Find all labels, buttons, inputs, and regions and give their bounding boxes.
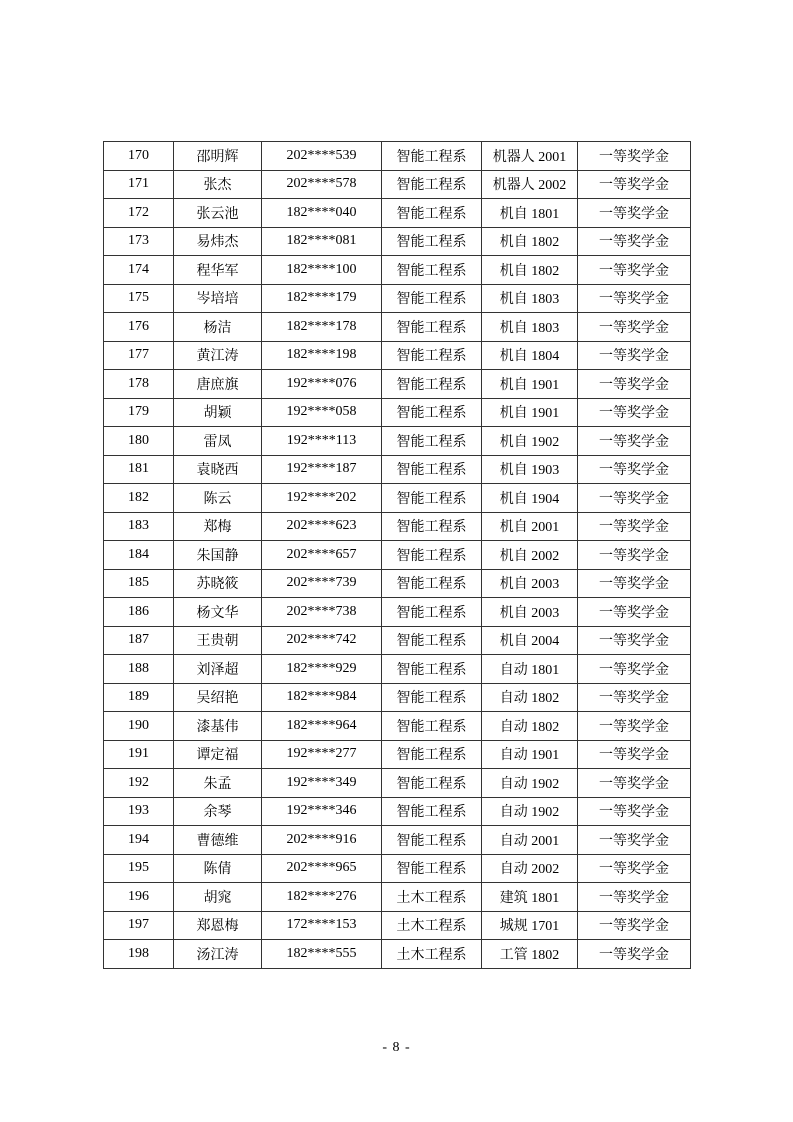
cell-index: 192 xyxy=(104,769,174,798)
cell-student-id: 182****929 xyxy=(262,655,382,684)
cell-name: 刘泽超 xyxy=(174,655,262,684)
table-row xyxy=(104,455,691,484)
cell-class: 建筑 1801 xyxy=(482,883,578,912)
cell-department: 智能工程系 xyxy=(382,427,482,456)
cell-student-id: 202****916 xyxy=(262,826,382,855)
cell-index: 194 xyxy=(104,826,174,855)
table-row xyxy=(104,712,691,741)
cell-student-id: 182****100 xyxy=(262,256,382,285)
table-row xyxy=(104,769,691,798)
cell-class: 机自 1802 xyxy=(482,227,578,256)
cell-department: 智能工程系 xyxy=(382,284,482,313)
cell-award: 一等奖学金 xyxy=(578,712,691,741)
table-row xyxy=(104,142,691,171)
cell-student-id: 202****965 xyxy=(262,854,382,883)
cell-department: 智能工程系 xyxy=(382,227,482,256)
cell-award: 一等奖学金 xyxy=(578,854,691,883)
cell-name: 黄江涛 xyxy=(174,341,262,370)
cell-class: 自动 1902 xyxy=(482,797,578,826)
cell-department: 智能工程系 xyxy=(382,626,482,655)
cell-name: 郑恩梅 xyxy=(174,911,262,940)
cell-index: 193 xyxy=(104,797,174,826)
cell-award: 一等奖学金 xyxy=(578,256,691,285)
cell-department: 智能工程系 xyxy=(382,826,482,855)
cell-index: 195 xyxy=(104,854,174,883)
cell-student-id: 182****198 xyxy=(262,341,382,370)
cell-award: 一等奖学金 xyxy=(578,541,691,570)
cell-department: 智能工程系 xyxy=(382,598,482,627)
cell-name: 程华军 xyxy=(174,256,262,285)
cell-student-id: 182****276 xyxy=(262,883,382,912)
cell-department: 智能工程系 xyxy=(382,484,482,513)
cell-award: 一等奖学金 xyxy=(578,598,691,627)
cell-class: 机自 1802 xyxy=(482,256,578,285)
cell-index: 189 xyxy=(104,683,174,712)
cell-name: 胡颖 xyxy=(174,398,262,427)
cell-class: 机器人 2001 xyxy=(482,142,578,171)
cell-department: 智能工程系 xyxy=(382,370,482,399)
cell-index: 178 xyxy=(104,370,174,399)
cell-class: 自动 1802 xyxy=(482,683,578,712)
cell-student-id: 182****964 xyxy=(262,712,382,741)
cell-class: 机自 1803 xyxy=(482,284,578,313)
cell-student-id: 202****739 xyxy=(262,569,382,598)
cell-award: 一等奖学金 xyxy=(578,826,691,855)
table-row xyxy=(104,911,691,940)
cell-index: 179 xyxy=(104,398,174,427)
table-row xyxy=(104,740,691,769)
cell-award: 一等奖学金 xyxy=(578,313,691,342)
cell-student-id: 202****623 xyxy=(262,512,382,541)
cell-student-id: 192****202 xyxy=(262,484,382,513)
cell-index: 185 xyxy=(104,569,174,598)
cell-award: 一等奖学金 xyxy=(578,655,691,684)
cell-class: 机自 1901 xyxy=(482,398,578,427)
cell-award: 一等奖学金 xyxy=(578,797,691,826)
cell-student-id: 202****657 xyxy=(262,541,382,570)
table-row xyxy=(104,199,691,228)
cell-index: 186 xyxy=(104,598,174,627)
cell-award: 一等奖学金 xyxy=(578,341,691,370)
cell-index: 188 xyxy=(104,655,174,684)
table-row xyxy=(104,484,691,513)
cell-department: 智能工程系 xyxy=(382,199,482,228)
table-row xyxy=(104,826,691,855)
cell-index: 198 xyxy=(104,940,174,969)
cell-name: 余琴 xyxy=(174,797,262,826)
cell-department: 智能工程系 xyxy=(382,569,482,598)
cell-student-id: 192****277 xyxy=(262,740,382,769)
cell-award: 一等奖学金 xyxy=(578,683,691,712)
cell-department: 智能工程系 xyxy=(382,313,482,342)
cell-department: 土木工程系 xyxy=(382,883,482,912)
table-row xyxy=(104,512,691,541)
cell-department: 智能工程系 xyxy=(382,683,482,712)
table-row xyxy=(104,170,691,199)
cell-index: 174 xyxy=(104,256,174,285)
cell-name: 岑培培 xyxy=(174,284,262,313)
cell-award: 一等奖学金 xyxy=(578,227,691,256)
cell-index: 172 xyxy=(104,199,174,228)
cell-name: 杨文华 xyxy=(174,598,262,627)
cell-award: 一等奖学金 xyxy=(578,170,691,199)
cell-name: 汤江涛 xyxy=(174,940,262,969)
cell-student-id: 192****076 xyxy=(262,370,382,399)
cell-class: 工管 1802 xyxy=(482,940,578,969)
cell-award: 一等奖学金 xyxy=(578,484,691,513)
cell-award: 一等奖学金 xyxy=(578,740,691,769)
cell-class: 自动 2001 xyxy=(482,826,578,855)
table-row xyxy=(104,626,691,655)
cell-department: 智能工程系 xyxy=(382,341,482,370)
cell-index: 173 xyxy=(104,227,174,256)
cell-index: 171 xyxy=(104,170,174,199)
table-row xyxy=(104,256,691,285)
page-number: - 8 - xyxy=(382,1040,411,1055)
cell-class: 自动 1902 xyxy=(482,769,578,798)
cell-student-id: 182****178 xyxy=(262,313,382,342)
cell-student-id: 192****113 xyxy=(262,427,382,456)
cell-name: 苏晓筱 xyxy=(174,569,262,598)
cell-student-id: 192****349 xyxy=(262,769,382,798)
cell-department: 土木工程系 xyxy=(382,911,482,940)
cell-name: 陈倩 xyxy=(174,854,262,883)
cell-student-id: 202****738 xyxy=(262,598,382,627)
cell-name: 王贵朝 xyxy=(174,626,262,655)
table-row xyxy=(104,541,691,570)
cell-department: 智能工程系 xyxy=(382,170,482,199)
cell-department: 智能工程系 xyxy=(382,455,482,484)
cell-department: 智能工程系 xyxy=(382,655,482,684)
cell-name: 谭定福 xyxy=(174,740,262,769)
cell-department: 智能工程系 xyxy=(382,398,482,427)
cell-name: 漆基伟 xyxy=(174,712,262,741)
cell-student-id: 182****555 xyxy=(262,940,382,969)
table-body xyxy=(104,142,691,969)
cell-student-id: 202****539 xyxy=(262,142,382,171)
cell-class: 机自 1902 xyxy=(482,427,578,456)
cell-name: 雷凤 xyxy=(174,427,262,456)
table-row xyxy=(104,797,691,826)
cell-class: 机自 1903 xyxy=(482,455,578,484)
cell-department: 智能工程系 xyxy=(382,256,482,285)
cell-index: 183 xyxy=(104,512,174,541)
cell-award: 一等奖学金 xyxy=(578,626,691,655)
cell-name: 朱孟 xyxy=(174,769,262,798)
cell-student-id: 202****742 xyxy=(262,626,382,655)
cell-index: 175 xyxy=(104,284,174,313)
table-row xyxy=(104,427,691,456)
cell-award: 一等奖学金 xyxy=(578,569,691,598)
scholarship-table xyxy=(103,141,691,969)
table-row xyxy=(104,854,691,883)
cell-name: 陈云 xyxy=(174,484,262,513)
cell-name: 杨洁 xyxy=(174,313,262,342)
cell-class: 机自 1804 xyxy=(482,341,578,370)
table-row xyxy=(104,655,691,684)
cell-name: 吴绍艳 xyxy=(174,683,262,712)
cell-class: 机自 2003 xyxy=(482,569,578,598)
cell-name: 曹德维 xyxy=(174,826,262,855)
table-row xyxy=(104,370,691,399)
cell-index: 182 xyxy=(104,484,174,513)
cell-name: 唐庶旗 xyxy=(174,370,262,399)
cell-award: 一等奖学金 xyxy=(578,199,691,228)
table-row xyxy=(104,683,691,712)
cell-index: 170 xyxy=(104,142,174,171)
table-row xyxy=(104,341,691,370)
cell-name: 郑梅 xyxy=(174,512,262,541)
table-row xyxy=(104,284,691,313)
cell-index: 196 xyxy=(104,883,174,912)
cell-department: 智能工程系 xyxy=(382,512,482,541)
cell-student-id: 182****040 xyxy=(262,199,382,228)
cell-student-id: 182****984 xyxy=(262,683,382,712)
cell-department: 智能工程系 xyxy=(382,142,482,171)
table-row xyxy=(104,598,691,627)
cell-award: 一等奖学金 xyxy=(578,512,691,541)
cell-award: 一等奖学金 xyxy=(578,455,691,484)
cell-student-id: 182****179 xyxy=(262,284,382,313)
cell-class: 机自 2003 xyxy=(482,598,578,627)
cell-name: 易炜杰 xyxy=(174,227,262,256)
cell-class: 自动 1801 xyxy=(482,655,578,684)
cell-award: 一等奖学金 xyxy=(578,370,691,399)
cell-award: 一等奖学金 xyxy=(578,940,691,969)
cell-student-id: 192****346 xyxy=(262,797,382,826)
cell-student-id: 192****187 xyxy=(262,455,382,484)
cell-class: 自动 1901 xyxy=(482,740,578,769)
table-row xyxy=(104,313,691,342)
cell-department: 智能工程系 xyxy=(382,541,482,570)
cell-award: 一等奖学金 xyxy=(578,398,691,427)
cell-class: 机自 2004 xyxy=(482,626,578,655)
cell-class: 自动 2002 xyxy=(482,854,578,883)
cell-name: 张杰 xyxy=(174,170,262,199)
cell-student-id: 172****153 xyxy=(262,911,382,940)
cell-name: 邵明辉 xyxy=(174,142,262,171)
cell-index: 177 xyxy=(104,341,174,370)
table-row xyxy=(104,569,691,598)
cell-award: 一等奖学金 xyxy=(578,911,691,940)
cell-department: 智能工程系 xyxy=(382,797,482,826)
cell-award: 一等奖学金 xyxy=(578,142,691,171)
cell-class: 机自 2002 xyxy=(482,541,578,570)
cell-name: 张云池 xyxy=(174,199,262,228)
cell-department: 智能工程系 xyxy=(382,740,482,769)
cell-award: 一等奖学金 xyxy=(578,769,691,798)
cell-class: 机器人 2002 xyxy=(482,170,578,199)
cell-index: 184 xyxy=(104,541,174,570)
cell-index: 187 xyxy=(104,626,174,655)
cell-class: 机自 1801 xyxy=(482,199,578,228)
cell-class: 城规 1701 xyxy=(482,911,578,940)
cell-award: 一等奖学金 xyxy=(578,427,691,456)
cell-department: 智能工程系 xyxy=(382,769,482,798)
cell-name: 朱国静 xyxy=(174,541,262,570)
cell-award: 一等奖学金 xyxy=(578,284,691,313)
cell-index: 191 xyxy=(104,740,174,769)
cell-index: 180 xyxy=(104,427,174,456)
table-row xyxy=(104,398,691,427)
cell-index: 197 xyxy=(104,911,174,940)
table-row xyxy=(104,940,691,969)
cell-index: 190 xyxy=(104,712,174,741)
cell-class: 机自 2001 xyxy=(482,512,578,541)
cell-index: 176 xyxy=(104,313,174,342)
cell-class: 机自 1904 xyxy=(482,484,578,513)
cell-student-id: 202****578 xyxy=(262,170,382,199)
cell-class: 自动 1802 xyxy=(482,712,578,741)
cell-name: 胡窕 xyxy=(174,883,262,912)
cell-class: 机自 1901 xyxy=(482,370,578,399)
cell-department: 土木工程系 xyxy=(382,940,482,969)
cell-department: 智能工程系 xyxy=(382,854,482,883)
cell-student-id: 182****081 xyxy=(262,227,382,256)
cell-student-id: 192****058 xyxy=(262,398,382,427)
cell-index: 181 xyxy=(104,455,174,484)
table-row xyxy=(104,227,691,256)
cell-department: 智能工程系 xyxy=(382,712,482,741)
cell-award: 一等奖学金 xyxy=(578,883,691,912)
table-row xyxy=(104,883,691,912)
cell-name: 袁晓西 xyxy=(174,455,262,484)
cell-class: 机自 1803 xyxy=(482,313,578,342)
